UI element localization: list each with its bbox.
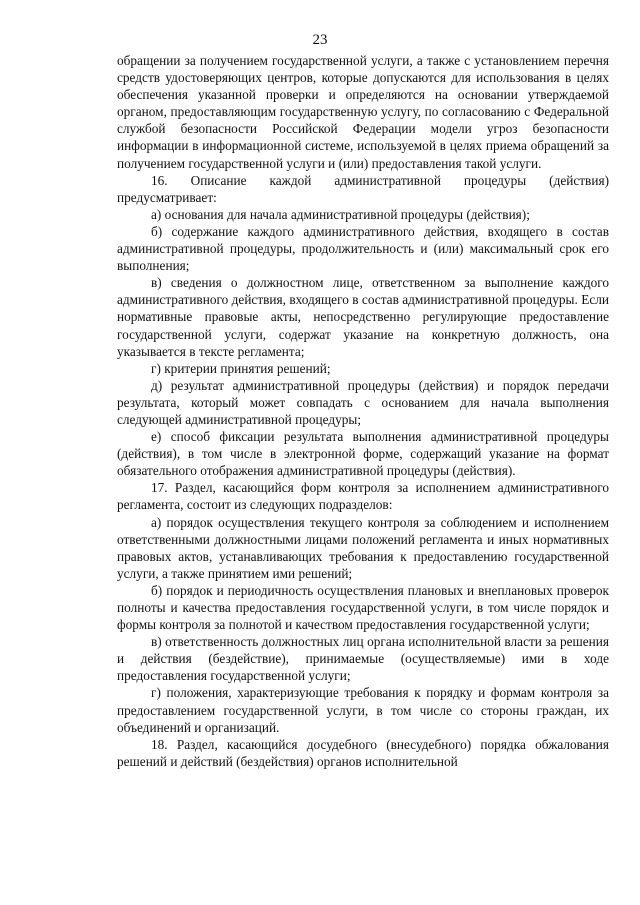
paragraph-continuation: обращении за получением государственной услуги, а также с установлением перечня средств удостоверяющих центров, которые допускаются для использования в целях обеспечения указанной проверки и определяются на основании утверждаемой органом, предоставляющим государственную услугу, по согласованию с Федеральной службой безопасности Российской Федерации модели угроз безопасности информации в информационной системе, используемой в целях приема обращений за получением государственной услуги и (или) предоставления такой услуги. [117, 53, 609, 171]
paragraph-item-18: 18. Раздел, касающийся досудебного (внесудебного) порядка обжалования решений и действий (бездействия) органов исполнительной [117, 736, 609, 769]
document-body [117, 52, 609, 770]
paragraph-17-a: а) порядок осуществления текущего контроля за соблюдением и исполнением ответственными должностными лицами положений регламента и иных нормативных правовых актов, устанавливающих требования к предоставлению государственной услуги, а также принятием ими решений; [117, 514, 609, 581]
paragraph-16-b: б) содержание каждого административного действия, входящего в состав административной процедуры, продолжительность и (или) максимальный срок его выполнения; [117, 223, 609, 274]
paragraph-item-16: 16. Описание каждой административной процедуры (действия) предусматривает: [117, 172, 609, 205]
page-number: 23 [312, 32, 328, 48]
paragraph-16-a: а) основания для начала административной процедуры (действия); [151, 206, 530, 222]
paragraph-16-v: в) сведения о должностном лице, ответственном за выполнение каждого административного действия, входящего в состав административной процедуры. Если нормативные правовые акты, непосредственно регулирующие предоставление государственной услуги, содержат указание на конкретную должность, она указывается в тексте регламента; [117, 275, 609, 359]
paragraph-16-d: д) результат административной процедуры (действия) и порядок передачи результата, который может совпадать с основанием для начала выполнения следующей административной процедуры; [117, 377, 609, 427]
paragraph-16-g: г) критерии принятия решений; [151, 360, 331, 376]
paragraph-17-b: б) порядок и периодичность осуществления плановых и внеплановых проверок полноты и качества предоставления государственной услуги, в том числе порядок и формы контроля за полнотой и качеством предоставления государственной услуги; [117, 582, 609, 633]
paragraph-item-17: 17. Раздел, касающийся форм контроля за исполнением административного регламента, состоит из следующих подразделов: [117, 480, 609, 513]
paragraph-17-g: г) положения, характеризующие требования к порядку и формам контроля за предоставлением государственной услуги, в том числе со стороны граждан, их объединений и организаций. [117, 685, 609, 735]
paragraph-17-v: в) ответственность должностных лиц органа исполнительной власти за решения и действия (бездействие), принимаемые (осуществляемые) ими в ходе предоставления государственной услуги; [117, 634, 609, 684]
paragraph-16-e: е) способ фиксации результата выполнения административной процедуры (действия), в том числе в электронной форме, содержащий указание на формат обязательного отображения административной процедуры (действия). [117, 429, 609, 479]
